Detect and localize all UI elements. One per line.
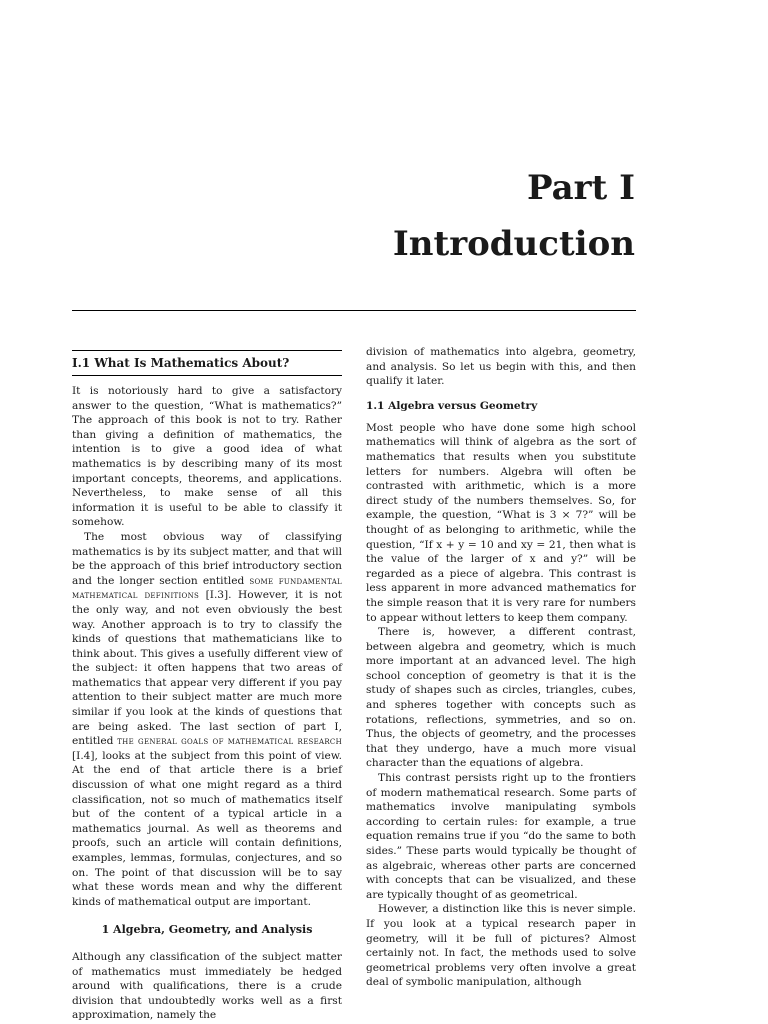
left-column [72, 350, 342, 1023]
text-run: [I.3]. However, it is not the only way, and not even obviously the best way. Another approach is to try to classify the kinds of questions that mathematicians like to think about. This gives a usefully different view of the subject: it often happens that two areas of mathematics that appear very different if you pay attention to their subject matter are much more similar if you look at the kinds of questions that are being asked. The last section of part I, entitled [72, 589, 343, 748]
section-rule-top [72, 350, 342, 351]
cross-reference: some fundamental mathematical definitions [72, 574, 343, 602]
paragraph: It is notoriously hard to give a satisfactory answer to the question, “What is mathematics?” The approach of this book is not to try. Rather than giving a definition of mathematics, the intention is to give a good idea of what mathematics is by describing many of its most important concepts, theorems, and applications. Nevertheless, to make sense of all this information it is useful to be able to classify it somehow. [72, 385, 342, 529]
paragraph: division of mathematics into algebra, geometry, and analysis. So let us begin with this, and then qualify it later. [366, 346, 636, 388]
text-run: [I.4], looks at the subject from this point of view. At the end of that article there is a brief discussion of what one might regard as a third classification, not so much of mathematics itself but of the content of a typical article in a mathematics journal. As well as theorems and proofs, such an article will contain definitions, examples, lemmas, formulas, conjectures, and so on. The point of that discussion will be to say what these words mean and why the different kinds of mathematical output are important. [72, 749, 342, 908]
paragraph: Most people who have done some high school mathematics will think of algebra as the sort of mathematics that results when you substitute letters for numbers. Algebra will often be contrasted with arithmetic, which is a more direct study of the numbers themselves. So, for example, the question, “What is 3 × 7?” will be thought of as belonging to arithmetic, while the question, “If x + y = 10 and xy = 21, then what is the value of the larger of x and y?” will be regarded as a piece of algebra. This contrast is less apparent in more advanced mathematics for the simple reason that it is very rare for numbers to appear without letters to keep them company. [366, 421, 636, 624]
section-rule-bottom [72, 375, 342, 376]
paragraph: Although any classification of the subject matter of mathematics must immediately be hedged around with qualifications, there is a crude division that undoubtedly works well as a first approximation, namely the [72, 950, 342, 1022]
paragraph [72, 530, 342, 909]
cross-reference: the general goals of mathematical research [117, 735, 342, 748]
paragraph: This contrast persists right up to the frontiers of modern mathematical research. Some parts of mathematics involve manipulating symbols according to certain rules: for example, a true equation remains true if you “do the same to both sides.” These parts would typically be thought of as algebraic, whereas other parts are concerned with concepts that can be visualized, and these are typically thought of as geometrical. [366, 772, 636, 901]
section-heading: I.1 What Is Mathematics About? [72, 356, 290, 370]
subsection-heading: 1 Algebra, Geometry, and Analysis [101, 923, 313, 937]
right-column [366, 345, 636, 990]
paragraph: There is, however, a different contrast, between algebra and geometry, which is much more important at an advanced level. The high school conception of geometry is that it is the study of shapes such as circles, triangles, cubes, and spheres together with concepts such as rotations, reflections, symmetries, and so on. Thus, the objects of geometry, and the processes that they undergo, have a much more visual character than the equations of algebra. [366, 626, 636, 770]
header-divider [72, 310, 636, 311]
part-label: Part I [526, 168, 635, 208]
text-run: The most obvious way of classifying mathematics is by its subject matter, and that will be the approach of this brief introductory section and the longer section entitled [72, 530, 342, 587]
part-title: Introduction [392, 224, 635, 264]
subsection-heading: 1.1 Algebra versus Geometry [366, 399, 538, 412]
part-header [393, 168, 635, 264]
paragraph: However, a distinction like this is never simple. If you look at a typical research paper in geometry, will it be full of pictures? Almost certainly not. In fact, the methods used to solve geometrical problems very often involve a great deal of symbolic manipulation, although [366, 903, 636, 989]
